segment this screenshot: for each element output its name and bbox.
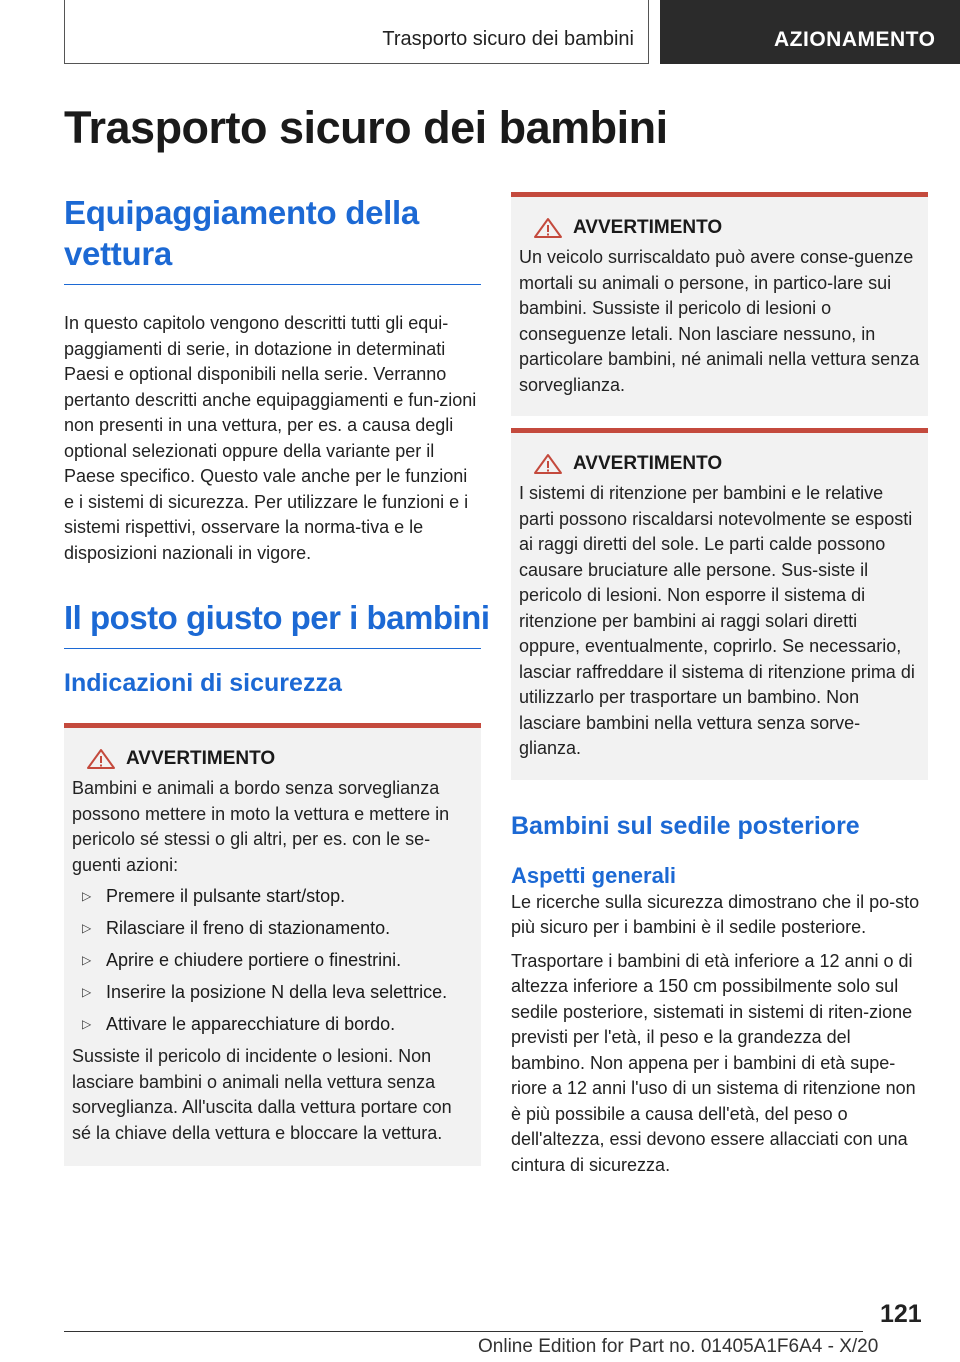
subsection-title-general: Aspetti generali xyxy=(511,862,677,888)
triangle-right-icon: ▷ xyxy=(82,985,92,999)
warning-label: AVVERTIMENTO xyxy=(573,217,723,238)
list-item: ▷ Aprire e chiudere portiere o finestrini. xyxy=(72,948,473,974)
section-title-child-seat-position: Il posto giusto per i bambini xyxy=(64,598,481,649)
page-title: Trasporto sicuro dei bambini xyxy=(64,102,668,153)
header-section-title: Trasporto sicuro dei bambini xyxy=(382,28,634,50)
page-number: 121 xyxy=(880,1300,922,1328)
subsection-title-rear-seat: Bambini sul sedile posteriore xyxy=(511,811,860,840)
warning-box-overheated-vehicle xyxy=(511,192,928,416)
warning-header xyxy=(72,748,473,770)
triangle-right-icon: ▷ xyxy=(82,953,92,967)
paragraph-age-height: Trasportare i bambini di età inferiore a 12 anni o di altezza inferiore a 150 cm possibilmente solo sul sedile posteriore, sistemati in sistemi di riten-zione previsti per l'età, il peso e la grandezza del bambino. Non appena per i bambini di età supe-riore a 12 anni l'uso di un sistema di ritenzione non è più possibile a causa dell'età, del peso o dell'altezza, essi devono essere allacciati con una cintura di sicurezza. xyxy=(511,950,916,1175)
warning-triangle-icon xyxy=(86,748,116,770)
triangle-right-icon: ▷ xyxy=(82,889,92,903)
warning-text-after: Sussiste il pericolo di incidente o lesioni. Non lasciare bambini o animali nella vettura senza sorveglianza. All'uscita dalla vettura portare con sé la chiave della vettura e bloccare la vettura. xyxy=(72,1046,452,1143)
subsection-title-safety: Indicazioni di sicurezza xyxy=(64,669,342,697)
warning-triangle-icon xyxy=(533,453,563,475)
footer-edition-text: Online Edition for Part no. 01405A1F6A4 - X/20 xyxy=(478,1336,879,1357)
footer-divider xyxy=(64,1331,863,1332)
left-column xyxy=(64,192,490,1166)
right-column xyxy=(511,192,928,1178)
warning-text: I sistemi di ritenzione per bambini e le relative parti possono riscaldarsi notevolmente se esposti ai raggi diretti del sole. Le parti calde possono causare bruciature alle persone. Sus-siste il pericolo di lesioni. Non esporre il sistema di ritenzione per bambini ai raggi solari diretti oppure, eventualmente, coprirlo. Se necessario, lasciar raffreddare il sistema di ritenzione prima di utilizzarlo per trasportare un bambino. Non lasciare bambini nella vettura senza sorve-glianza. xyxy=(519,483,915,758)
warning-header xyxy=(519,453,920,475)
intro-paragraph: In questo capitolo vengono descritti tutti gli equi-paggiamenti di serie, in dotazione in determinati Paesi e optional disponibili nella serie. Verranno pertanto descritti anche equipaggiamenti e fun-zioni non presenti in una vettura, per es. a causa degli optional selezionati oppure della variante per il Paese specifico. Questo vale anche per le funzioni e i sistemi di sicurezza. Per utilizzare le funzioni e i sistemi rispettivi, osservare la norma-tiva e le disposizioni nazionali in vigore. xyxy=(64,313,477,563)
paragraph-safest-seat: Le ricerche sulla sicurezza dimostrano che il po-sto più sicuro per i bambini è il sedile posteriore. xyxy=(511,891,920,937)
warning-label: AVVERTIMENTO xyxy=(126,748,276,769)
warning-header xyxy=(519,217,920,239)
list-item: ▷ Attivare le apparecchiature di bordo. xyxy=(72,1012,473,1038)
warning-triangle-icon xyxy=(533,217,563,239)
section-title-equipment: Equipaggiamento della vettura xyxy=(64,192,481,285)
warning-box-hot-seat-parts xyxy=(511,428,928,780)
list-item: ▷ Inserire la posizione N della leva selettrice. xyxy=(72,980,473,1006)
triangle-right-icon: ▷ xyxy=(82,921,92,935)
list-item: ▷ Premere il pulsante start/stop. xyxy=(72,884,473,910)
list-item: ▷ Rilasciare il freno di stazionamento. xyxy=(72,916,473,942)
header-chapter-tab[interactable]: AZIONAMENTO xyxy=(660,0,960,64)
triangle-right-icon: ▷ xyxy=(82,1017,92,1031)
warning-label: AVVERTIMENTO xyxy=(573,453,723,474)
warning-box-unattended xyxy=(64,723,481,1166)
warning-text: Un veicolo surriscaldato può avere conse-guenze mortali su animali o persone, in partico-lare sui bambini. Sussiste il pericolo di lesioni o conseguenze letali. Non lasciare nessuno, in particolare bambini, né animali nella vettura senza sorveglianza. xyxy=(519,247,920,395)
warning-text: Bambini e animali a bordo senza sorveglianza possono mettere in moto la vettura e mettere in pericolo sé stessi o gli altri, per es. con le se-guenti azioni: xyxy=(72,778,450,875)
bullet-list xyxy=(72,884,473,1038)
